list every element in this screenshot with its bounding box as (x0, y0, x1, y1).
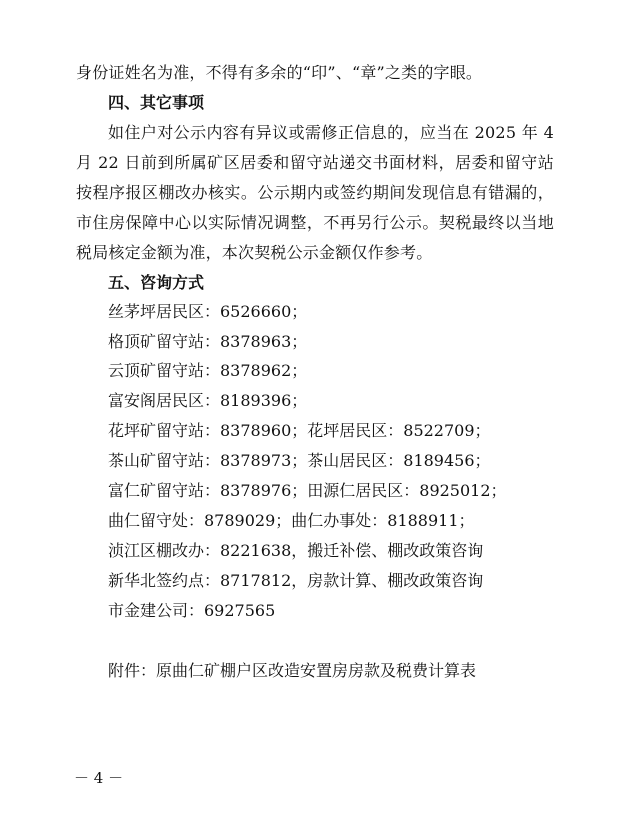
contact-line: 市金建公司：6927565 (108, 601, 276, 620)
section-4-paragraph: 如住户对公示内容有异议或需修正信息的，应当在 2025 年 4 月 22 日前到所属矿区居委和留守站递交书面材料，居委和留守站按程序报区棚改办核实。公示期内或签约期间发现信息有错漏的，市住房保障中心以实际情况调整，不再另行公示。契税最终以当地税局核定金额为准，本次契税公示金额仅作参考。 (76, 123, 554, 262)
contact-line: 富安阁居民区：8189396； (108, 391, 308, 410)
contact-line: 云顶矿留守站：8378962； (108, 361, 308, 380)
contact-line: 富仁矿留守站：8378976；田源仁居民区：8925012； (108, 481, 507, 500)
contact-line: 新华北签约点：8717812，房款计算、棚改政策咨询 (108, 571, 484, 590)
page-number: － 4 － (74, 769, 124, 787)
contact-line: 丝茅坪居民区：6526660； (108, 302, 308, 321)
contact-line: 花坪矿留守站：8378960；花坪居民区：8522709； (108, 421, 491, 440)
section-5-heading: 五、咨询方式 (108, 273, 205, 292)
contact-line: 曲仁留守处：8789029；曲仁办事处：8188911； (108, 511, 475, 530)
contact-line: 浈江区棚改办：8221638，搬迁补偿、棚改政策咨询 (108, 541, 484, 560)
contact-line: 格顶矿留守站：8378963； (108, 332, 308, 351)
section-4-heading: 四、其它事项 (108, 93, 205, 112)
contact-line: 茶山矿留守站：8378973；茶山居民区：8189456； (108, 451, 491, 470)
attachment-note: 附件：原曲仁矿棚户区改造安置房房款及税费计算表 (108, 661, 477, 680)
intro-line: 身份证姓名为准，不得有多余的“印”、“章”之类的字眼。 (76, 63, 483, 82)
